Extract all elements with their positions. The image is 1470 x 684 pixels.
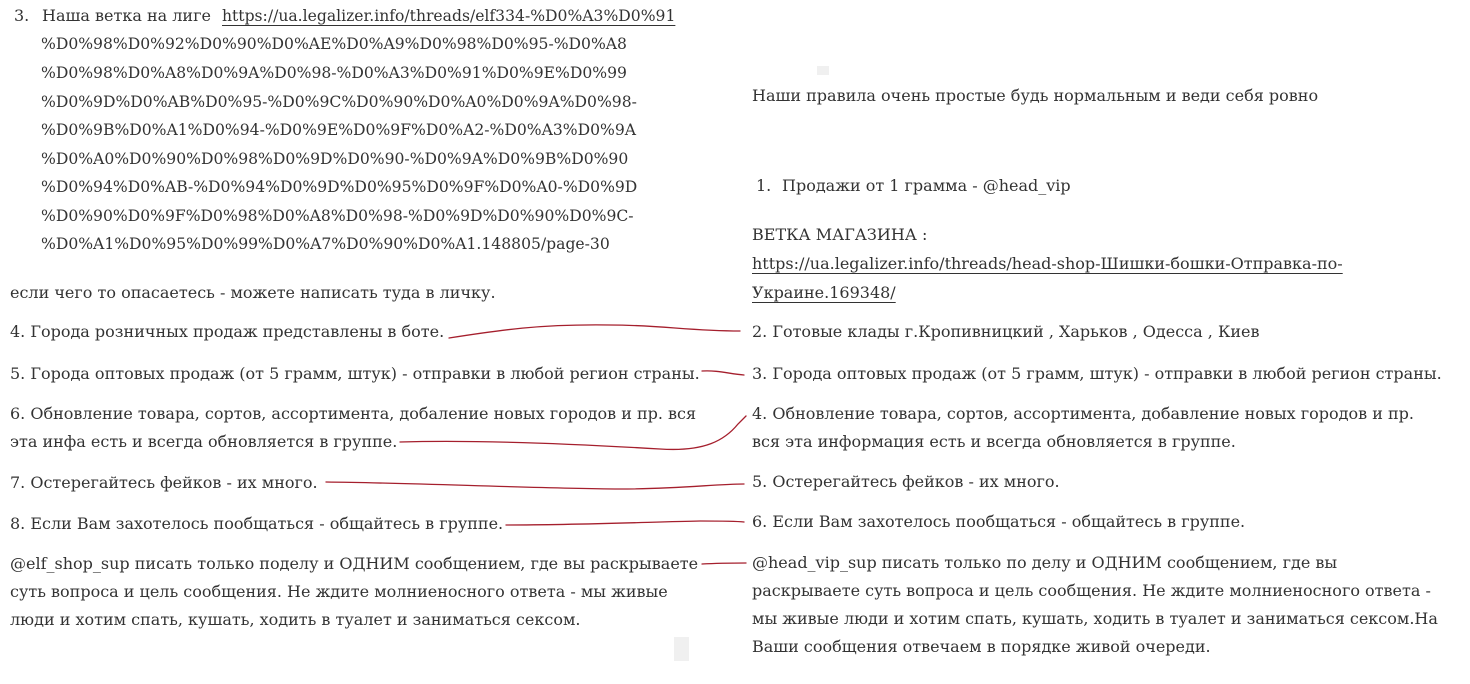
left-forum-link-line[interactable]: %D0%98%D0%A8%D0%9A%D0%98-%D0%A3%D0%91%D0%9E%D0%99 xyxy=(41,64,627,82)
left-item3-number: 3. xyxy=(14,6,30,25)
left-support-line: суть вопроса и цель сообщения. Не ждите молниеносного ответа - мы живые xyxy=(10,582,668,601)
right-item2: 2. Готовые клады г.Кропивницкий , Харьков , Одесса , Киев xyxy=(752,322,1260,341)
right-item1-number: 1. xyxy=(756,176,772,195)
right-item1: Продажи от 1 грамма - @head_vip xyxy=(782,176,1071,195)
connector-line-support xyxy=(702,563,746,564)
grey-artifact xyxy=(674,637,689,661)
left-item6-line1: 6. Обновление товара, сортов, ассортимента, добаление новых городов и пр. вся xyxy=(10,404,697,423)
left-item7: 7. Остерегайтесь фейков - их много. xyxy=(10,473,318,492)
right-support-line: Ваши сообщения отвечаем в порядке живой очереди. xyxy=(752,637,1211,656)
connector-line-wholesale xyxy=(702,371,744,375)
right-item4-line2: вся эта информация есть и всегда обновляется в группе. xyxy=(752,432,1236,451)
left-forum-link-line[interactable]: %D0%A1%D0%95%D0%99%D0%A7%D0%90%D0%A1.148805/page-30 xyxy=(41,235,610,253)
right-support-line: раскрываете суть вопроса и цель сообщения. Не ждите молниеносного ответа - xyxy=(752,581,1431,600)
left-item4: 4. Города розничных продаж представлены в боте. xyxy=(10,322,445,341)
connector-line-retail xyxy=(449,325,740,338)
left-forum-link-line[interactable]: https://ua.legalizer.info/threads/elf334-%D0%A3%D0%91 xyxy=(222,7,676,25)
right-item5: 5. Остерегайтесь фейков - их много. xyxy=(752,472,1060,491)
right-shop-label: ВЕТКА МАГАЗИНА : xyxy=(752,225,928,244)
right-support-line: @head_vip_sup писать только по делу и ОДНИМ сообщением, где вы xyxy=(752,553,1338,572)
connector-line-fakes xyxy=(326,482,744,489)
left-concern-text: если чего то опасаетесь - можете написать туда в личку. xyxy=(10,283,496,302)
left-forum-link-line[interactable]: %D0%9D%D0%AB%D0%95-%D0%9C%D0%90%D0%A0%D0%9A%D0%98- xyxy=(41,93,637,111)
right-item4-line1: 4. Обновление товара, сортов, ассортимента, добавление новых городов и пр. xyxy=(752,404,1414,423)
left-item5: 5. Города оптовых продаж (от 5 грамм, штук) - отправки в любой регион страны. xyxy=(10,364,700,383)
left-support-line: @elf_shop_sup писать только поделу и ОДНИМ сообщением, где вы раскрываете xyxy=(10,554,699,573)
right-shop-link-line2[interactable]: Украине.169348/ xyxy=(752,283,896,302)
left-forum-link-line[interactable]: %D0%98%D0%92%D0%90%D0%AE%D0%A9%D0%98%D0%95-%D0%A8 xyxy=(41,35,627,53)
left-item8: 8. Если Вам захотелось пообщаться - общайтесь в группе. xyxy=(10,514,504,533)
left-forum-link-line[interactable]: %D0%A0%D0%90%D0%98%D0%9D%D0%90-%D0%9A%D0%9B%D0%90 xyxy=(41,150,629,168)
right-shop-link-line1[interactable]: https://ua.legalizer.info/threads/head-shop-Шишки-бошки-Отправка-по- xyxy=(752,254,1343,273)
right-item3: 3. Города оптовых продаж (от 5 грамм, штук) - отправки в любой регион страны. xyxy=(752,364,1442,383)
right-item6: 6. Если Вам захотелось пообщаться - общайтесь в группе. xyxy=(752,512,1246,531)
left-support-line: люди и хотим спать, кушать, ходить в туалет и заниматься сексом. xyxy=(10,610,581,629)
left-forum-link-line[interactable]: %D0%9B%D0%A1%D0%94-%D0%9E%D0%9F%D0%A2-%D0%A3%D0%9A xyxy=(41,121,636,139)
left-item3-prefix: Наша ветка на лиге xyxy=(42,6,211,25)
left-item6-line2: эта инфа есть и всегда обновляется в группе. xyxy=(10,432,398,451)
left-forum-link-line[interactable]: %D0%90%D0%9F%D0%98%D0%A8%D0%98-%D0%9D%D0%90%D0%9C- xyxy=(41,207,634,225)
right-rules-text: Наши правила очень простые будь нормальным и веди себя ровно xyxy=(752,86,1319,105)
right-support-line: мы живые люди и хотим спать, кушать, ходить в туалет и заниматься сексом.На xyxy=(752,609,1438,628)
connector-line-chat xyxy=(506,521,744,525)
left-forum-link-line[interactable]: %D0%94%D0%AB-%D0%94%D0%9D%D0%95%D0%9F%D0%A0-%D0%9D xyxy=(41,178,638,196)
grey-artifact xyxy=(817,66,829,75)
